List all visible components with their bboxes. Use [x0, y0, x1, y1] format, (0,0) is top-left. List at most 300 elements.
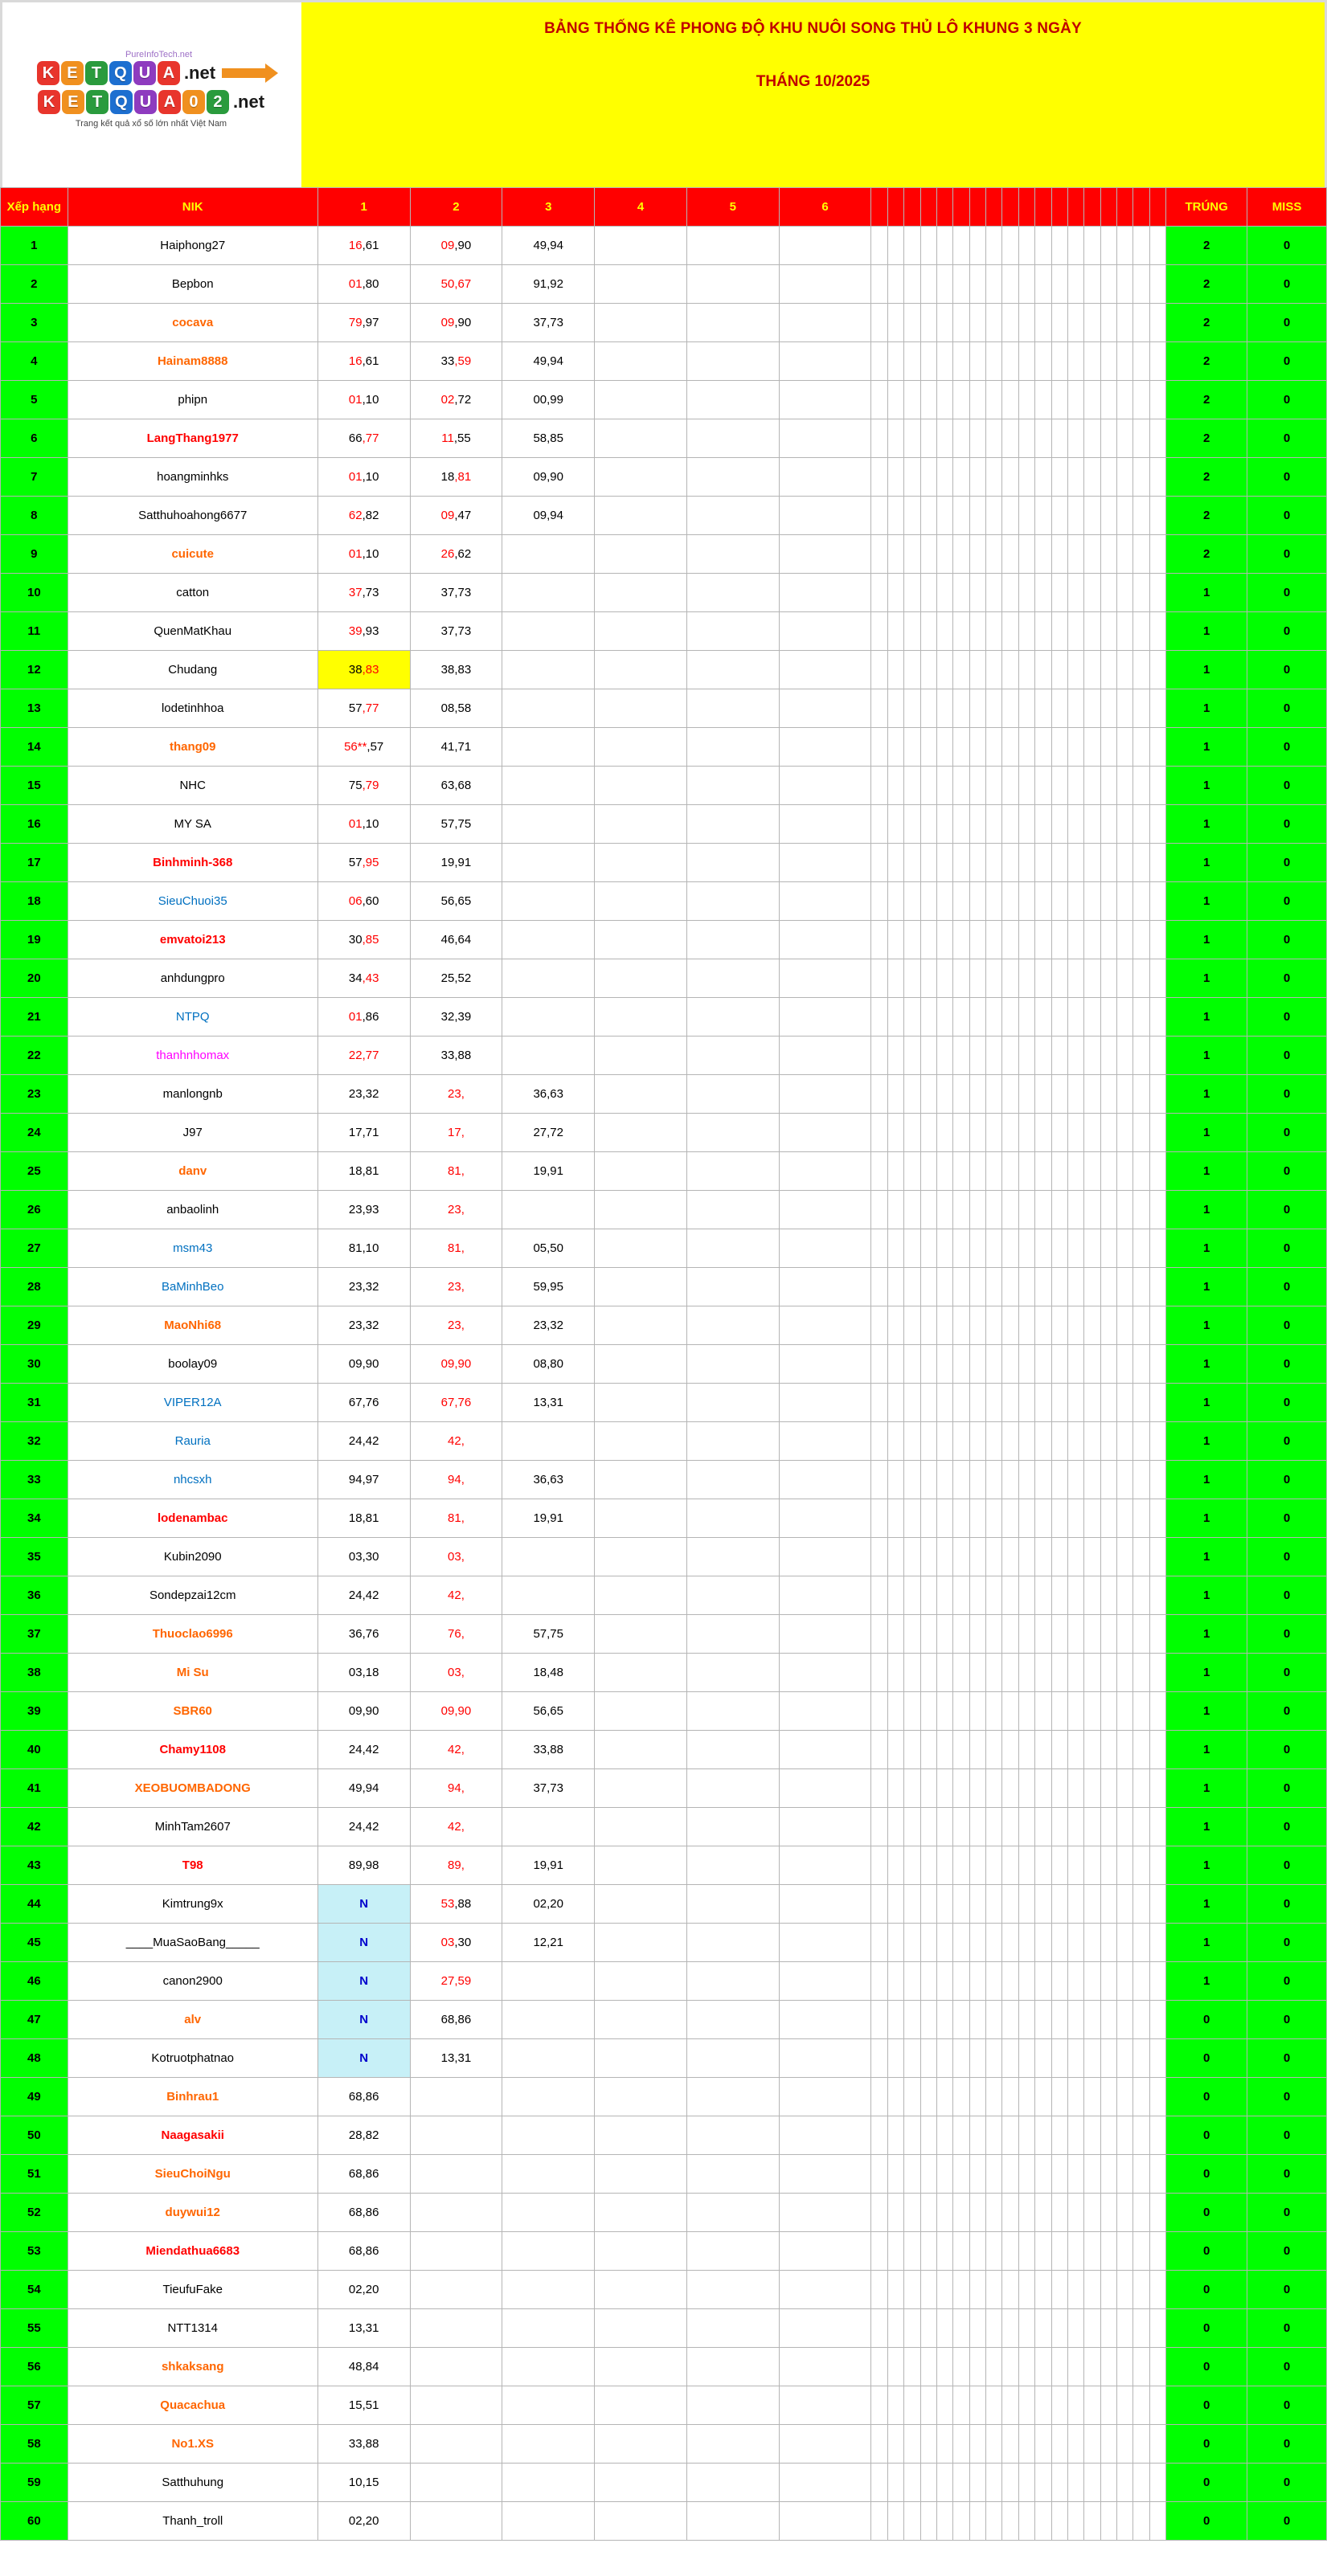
cell-day-5	[686, 1306, 779, 1345]
column-header-hit[interactable]: TRÚNG	[1166, 188, 1247, 227]
table-row	[1, 1422, 1327, 1461]
cell-nik[interactable]: Kimtrung9x	[68, 1885, 317, 1924]
table-row	[1, 1615, 1327, 1654]
cell-blank-10	[1018, 2464, 1034, 2502]
cell-hit: 1	[1166, 689, 1247, 728]
cell-day-5	[686, 728, 779, 767]
cell-nik[interactable]: NTPQ	[68, 998, 317, 1037]
cell-blank-3	[904, 1152, 920, 1191]
cell-nik[interactable]: Kotruotphatnao	[68, 2039, 317, 2078]
cell-blank-13	[1067, 2502, 1083, 2541]
cell-day-2: 94,	[410, 1769, 502, 1808]
cell-nik[interactable]: NHC	[68, 767, 317, 805]
cell-hit: 0	[1166, 2155, 1247, 2194]
cell-day-1: 01,10	[317, 805, 410, 844]
cell-blank-9	[1002, 2116, 1018, 2155]
cell-nik[interactable]: Hainam8888	[68, 342, 317, 381]
cell-nik[interactable]: Chamy1108	[68, 1731, 317, 1769]
cell-day-5	[686, 1769, 779, 1808]
cell-blank-16	[1117, 1037, 1133, 1075]
cell-nik[interactable]: lodenambac	[68, 1499, 317, 1538]
cell-blank-18	[1149, 1229, 1165, 1268]
cell-nik[interactable]: XEOBUOMBADONG	[68, 1769, 317, 1808]
cell-hit: 2	[1166, 535, 1247, 574]
cell-miss: 0	[1247, 882, 1327, 921]
cell-blank-9	[1002, 959, 1018, 998]
table-row	[1, 1731, 1327, 1769]
cell-day-4	[595, 2155, 687, 2194]
cell-nik[interactable]: thang09	[68, 728, 317, 767]
cell-blank-17	[1133, 1037, 1149, 1075]
cell-hit: 1	[1166, 1306, 1247, 1345]
cell-blank-3	[904, 728, 920, 767]
cell-blank-15	[1100, 651, 1116, 689]
cell-nik[interactable]: Mi Su	[68, 1654, 317, 1692]
cell-blank-9	[1002, 1538, 1018, 1576]
cell-blank-16	[1117, 1731, 1133, 1769]
cell-day-5	[686, 2386, 779, 2425]
cell-blank-17	[1133, 2271, 1149, 2309]
cell-nik[interactable]: Haiphong27	[68, 227, 317, 265]
cell-nik[interactable]: MaoNhi68	[68, 1306, 317, 1345]
table-row	[1, 1114, 1327, 1152]
cell-blank-17	[1133, 2348, 1149, 2386]
cell-day-2: 18,81	[410, 458, 502, 497]
cell-blank-17	[1133, 651, 1149, 689]
cell-day-2: 46,64	[410, 921, 502, 959]
cell-day-2: 38,83	[410, 651, 502, 689]
cell-blank-18	[1149, 805, 1165, 844]
cell-blank-8	[986, 1191, 1002, 1229]
cell-blank-13	[1067, 1962, 1083, 2001]
cell-blank-11	[1035, 689, 1051, 728]
cell-blank-16	[1117, 2039, 1133, 2078]
column-header-day-2[interactable]: 2	[410, 188, 502, 227]
cell-blank-17	[1133, 728, 1149, 767]
cell-blank-11	[1035, 2464, 1051, 2502]
cell-day-1: 24,42	[317, 1576, 410, 1615]
cell-blank-11	[1035, 2425, 1051, 2464]
cell-blank-1	[871, 2232, 887, 2271]
cell-day-1: 13,31	[317, 2309, 410, 2348]
cell-day-6	[779, 767, 871, 805]
cell-blank-10	[1018, 728, 1034, 767]
cell-nik[interactable]: emvatoi213	[68, 921, 317, 959]
cell-day-3	[502, 1037, 595, 1075]
cell-blank-9	[1002, 2309, 1018, 2348]
cell-nik[interactable]: catton	[68, 574, 317, 612]
cell-blank-10	[1018, 2271, 1034, 2309]
cell-day-3	[502, 728, 595, 767]
cell-blank-18	[1149, 2464, 1165, 2502]
cell-blank-15	[1100, 535, 1116, 574]
cell-day-5	[686, 921, 779, 959]
cell-nik[interactable]: LangThang1977	[68, 419, 317, 458]
cell-blank-12	[1051, 1885, 1067, 1924]
cell-nik[interactable]: Thanh_troll	[68, 2502, 317, 2541]
cell-nik[interactable]: danv	[68, 1152, 317, 1191]
cell-blank-7	[969, 1114, 985, 1152]
cell-blank-2	[887, 1769, 903, 1808]
cell-blank-10	[1018, 651, 1034, 689]
cell-rank: 48	[1, 2039, 68, 2078]
cell-blank-1	[871, 998, 887, 1037]
cell-day-1: 09,90	[317, 1345, 410, 1384]
cell-blank-14	[1084, 651, 1100, 689]
cell-blank-10	[1018, 2116, 1034, 2155]
cell-nik[interactable]: duywui12	[68, 2194, 317, 2232]
cell-blank-3	[904, 2194, 920, 2232]
cell-nik[interactable]: SieuChoiNgu	[68, 2155, 317, 2194]
cell-blank-13	[1067, 2425, 1083, 2464]
cell-blank-14	[1084, 1615, 1100, 1654]
cell-day-5	[686, 998, 779, 1037]
stats-table	[0, 187, 1327, 2541]
cell-miss: 0	[1247, 1345, 1327, 1384]
cell-day-5	[686, 1885, 779, 1924]
cell-miss: 0	[1247, 2348, 1327, 2386]
table-row	[1, 1924, 1327, 1962]
cell-day-5	[686, 1075, 779, 1114]
cell-nik[interactable]: Binhrau1	[68, 2078, 317, 2116]
cell-blank-18	[1149, 2348, 1165, 2386]
cell-day-4	[595, 1306, 687, 1345]
cell-day-3	[502, 689, 595, 728]
cell-nik[interactable]: boolay09	[68, 1345, 317, 1384]
cell-nik[interactable]: anhdungpro	[68, 959, 317, 998]
cell-blank-16	[1117, 2271, 1133, 2309]
cell-blank-11	[1035, 419, 1051, 458]
cell-nik[interactable]: QuenMatKhau	[68, 612, 317, 651]
cell-blank-12	[1051, 2309, 1067, 2348]
column-header-blank-17	[1133, 188, 1149, 227]
table-row	[1, 304, 1327, 342]
cell-blank-15	[1100, 1461, 1116, 1499]
cell-blank-14	[1084, 805, 1100, 844]
cell-blank-9	[1002, 805, 1018, 844]
cell-miss: 0	[1247, 844, 1327, 882]
cell-blank-5	[936, 1846, 952, 1885]
cell-blank-15	[1100, 1538, 1116, 1576]
cell-day-6	[779, 844, 871, 882]
cell-nik[interactable]: msm43	[68, 1229, 317, 1268]
table-row	[1, 2502, 1327, 2541]
cell-hit: 1	[1166, 921, 1247, 959]
cell-day-5	[686, 2194, 779, 2232]
cell-nik[interactable]: hoangminhks	[68, 458, 317, 497]
cell-blank-6	[953, 1345, 969, 1384]
cell-blank-13	[1067, 497, 1083, 535]
cell-blank-11	[1035, 1037, 1051, 1075]
column-header-day-6[interactable]: 6	[779, 188, 871, 227]
cell-day-5	[686, 882, 779, 921]
cell-blank-9	[1002, 1075, 1018, 1114]
cell-blank-13	[1067, 844, 1083, 882]
cell-day-5	[686, 767, 779, 805]
cell-blank-10	[1018, 1885, 1034, 1924]
cell-hit: 2	[1166, 458, 1247, 497]
cell-day-2: 13,31	[410, 2039, 502, 2078]
cell-blank-8	[986, 381, 1002, 419]
cell-blank-2	[887, 1924, 903, 1962]
cell-blank-6	[953, 844, 969, 882]
cell-nik[interactable]: T98	[68, 1846, 317, 1885]
cell-day-1: 09,90	[317, 1692, 410, 1731]
cell-blank-5	[936, 959, 952, 998]
cell-blank-2	[887, 1808, 903, 1846]
cell-day-2	[410, 2502, 502, 2541]
cell-nik[interactable]: VIPER12A	[68, 1384, 317, 1422]
cell-blank-7	[969, 1384, 985, 1422]
table-row	[1, 1885, 1327, 1924]
cell-nik[interactable]: manlongnb	[68, 1075, 317, 1114]
cell-blank-9	[1002, 458, 1018, 497]
cell-day-4	[595, 998, 687, 1037]
cell-nik[interactable]: Sondepzai12cm	[68, 1576, 317, 1615]
cell-blank-16	[1117, 381, 1133, 419]
cell-blank-13	[1067, 1615, 1083, 1654]
cell-blank-4	[920, 1384, 936, 1422]
cell-hit: 0	[1166, 2039, 1247, 2078]
cell-day-3: 19,91	[502, 1846, 595, 1885]
cell-hit: 1	[1166, 1654, 1247, 1692]
cell-blank-5	[936, 2348, 952, 2386]
cell-blank-4	[920, 844, 936, 882]
cell-blank-13	[1067, 304, 1083, 342]
cell-day-3	[502, 1576, 595, 1615]
cell-blank-2	[887, 959, 903, 998]
cell-blank-13	[1067, 1885, 1083, 1924]
table-row	[1, 651, 1327, 689]
cell-blank-1	[871, 1692, 887, 1731]
cell-blank-18	[1149, 304, 1165, 342]
column-header-blank-3	[904, 188, 920, 227]
cell-blank-15	[1100, 1075, 1116, 1114]
cell-day-6	[779, 1037, 871, 1075]
cell-miss: 0	[1247, 1538, 1327, 1576]
cell-blank-11	[1035, 1345, 1051, 1384]
cell-miss: 0	[1247, 2386, 1327, 2425]
cell-nik[interactable]: No1.XS	[68, 2425, 317, 2464]
cell-hit: 0	[1166, 2271, 1247, 2309]
cell-blank-10	[1018, 844, 1034, 882]
cell-blank-1	[871, 265, 887, 304]
cell-blank-3	[904, 304, 920, 342]
cell-nik[interactable]: TieufuFake	[68, 2271, 317, 2309]
cell-blank-3	[904, 1538, 920, 1576]
cell-blank-5	[936, 844, 952, 882]
cell-blank-9	[1002, 1037, 1018, 1075]
cell-blank-8	[986, 1499, 1002, 1538]
cell-day-5	[686, 535, 779, 574]
cell-day-1: 79,97	[317, 304, 410, 342]
cell-nik[interactable]: BaMinhBeo	[68, 1268, 317, 1306]
cell-nik[interactable]: Satthuhung	[68, 2464, 317, 2502]
cell-blank-2	[887, 2425, 903, 2464]
cell-blank-10	[1018, 342, 1034, 381]
cell-blank-18	[1149, 574, 1165, 612]
cell-nik[interactable]: Kubin2090	[68, 1538, 317, 1576]
cell-blank-11	[1035, 1654, 1051, 1692]
cell-day-1: 23,32	[317, 1268, 410, 1306]
cell-nik[interactable]: shkaksang	[68, 2348, 317, 2386]
cell-nik[interactable]: anbaolinh	[68, 1191, 317, 1229]
table-row	[1, 342, 1327, 381]
cell-blank-3	[904, 381, 920, 419]
cell-blank-6	[953, 1885, 969, 1924]
cell-blank-18	[1149, 1615, 1165, 1654]
cell-blank-6	[953, 882, 969, 921]
cell-blank-10	[1018, 1152, 1034, 1191]
cell-rank: 50	[1, 2116, 68, 2155]
cell-blank-8	[986, 1037, 1002, 1075]
cell-day-5	[686, 1499, 779, 1538]
cell-blank-12	[1051, 2039, 1067, 2078]
cell-nik[interactable]: Bepbon	[68, 265, 317, 304]
cell-blank-14	[1084, 2078, 1100, 2116]
cell-blank-3	[904, 574, 920, 612]
cell-nik[interactable]: Naagasakii	[68, 2116, 317, 2155]
cell-nik[interactable]: Rauria	[68, 1422, 317, 1461]
cell-nik[interactable]: J97	[68, 1114, 317, 1152]
cell-blank-5	[936, 1654, 952, 1692]
cell-nik[interactable]: Binhminh-368	[68, 844, 317, 882]
cell-blank-16	[1117, 1692, 1133, 1731]
cell-miss: 0	[1247, 612, 1327, 651]
cell-nik[interactable]: nhcsxh	[68, 1461, 317, 1499]
cell-nik[interactable]: alv	[68, 2001, 317, 2039]
cell-day-2	[410, 2194, 502, 2232]
cell-blank-4	[920, 2116, 936, 2155]
column-header-day-3[interactable]: 3	[502, 188, 595, 227]
cell-nik[interactable]: Miendathua6683	[68, 2232, 317, 2271]
cell-blank-11	[1035, 1114, 1051, 1152]
table-row	[1, 1037, 1327, 1075]
cell-blank-1	[871, 1654, 887, 1692]
cell-blank-15	[1100, 1268, 1116, 1306]
cell-day-1: 18,81	[317, 1152, 410, 1191]
cell-blank-1	[871, 419, 887, 458]
cell-nik[interactable]: Satthuhoahong6677	[68, 497, 317, 535]
cell-day-3: 37,73	[502, 1769, 595, 1808]
cell-day-6	[779, 2348, 871, 2386]
cell-day-2: 81,	[410, 1229, 502, 1268]
cell-blank-16	[1117, 882, 1133, 921]
cell-day-6	[779, 2078, 871, 2116]
cell-blank-5	[936, 1924, 952, 1962]
cell-blank-13	[1067, 381, 1083, 419]
cell-day-4	[595, 1576, 687, 1615]
cell-blank-13	[1067, 805, 1083, 844]
cell-blank-17	[1133, 2464, 1149, 2502]
cell-blank-11	[1035, 227, 1051, 265]
cell-blank-6	[953, 304, 969, 342]
cell-blank-5	[936, 2194, 952, 2232]
cell-nik[interactable]: cuicute	[68, 535, 317, 574]
cell-nik[interactable]: MinhTam2607	[68, 1808, 317, 1846]
cell-nik[interactable]: phipn	[68, 381, 317, 419]
cell-blank-12	[1051, 1731, 1067, 1769]
cell-day-1: 01,10	[317, 535, 410, 574]
cell-blank-8	[986, 2194, 1002, 2232]
cell-day-3	[502, 2232, 595, 2271]
cell-nik[interactable]: NTT1314	[68, 2309, 317, 2348]
cell-nik[interactable]: canon2900	[68, 1962, 317, 2001]
cell-blank-11	[1035, 1152, 1051, 1191]
column-header-miss[interactable]: MISS	[1247, 188, 1327, 227]
cell-nik[interactable]: SieuChuoi35	[68, 882, 317, 921]
cell-blank-5	[936, 805, 952, 844]
cell-blank-14	[1084, 419, 1100, 458]
cell-blank-15	[1100, 767, 1116, 805]
cell-blank-2	[887, 998, 903, 1037]
cell-blank-5	[936, 651, 952, 689]
cell-nik[interactable]: SBR60	[68, 1692, 317, 1731]
cell-blank-3	[904, 2232, 920, 2271]
cell-day-1: 15,51	[317, 2386, 410, 2425]
cell-nik[interactable]: Quacachua	[68, 2386, 317, 2425]
column-header-day-5[interactable]: 5	[686, 188, 779, 227]
cell-nik[interactable]: Chudang	[68, 651, 317, 689]
cell-day-5	[686, 2232, 779, 2271]
cell-day-3: 09,94	[502, 497, 595, 535]
column-header-day-4[interactable]: 4	[595, 188, 687, 227]
cell-day-6	[779, 1422, 871, 1461]
cell-blank-3	[904, 959, 920, 998]
cell-blank-12	[1051, 2078, 1067, 2116]
cell-blank-4	[920, 2386, 936, 2425]
cell-blank-7	[969, 2116, 985, 2155]
column-header-day-1[interactable]: 1	[317, 188, 410, 227]
cell-blank-13	[1067, 535, 1083, 574]
cell-day-1: 39,93	[317, 612, 410, 651]
cell-blank-3	[904, 1191, 920, 1229]
cell-day-4	[595, 2348, 687, 2386]
cell-day-4	[595, 1268, 687, 1306]
arrow-icon	[222, 68, 265, 78]
cell-blank-16	[1117, 1962, 1133, 2001]
cell-day-3	[502, 844, 595, 882]
cell-nik[interactable]: cocava	[68, 304, 317, 342]
cell-day-6	[779, 1962, 871, 2001]
cell-blank-18	[1149, 1075, 1165, 1114]
cell-nik[interactable]: Thuoclao6996	[68, 1615, 317, 1654]
cell-blank-4	[920, 1191, 936, 1229]
cell-blank-5	[936, 1306, 952, 1345]
cell-day-6	[779, 728, 871, 767]
cell-nik[interactable]: ____MuaSaoBang_____	[68, 1924, 317, 1962]
cell-blank-7	[969, 2078, 985, 2116]
cell-nik[interactable]: lodetinhhoa	[68, 689, 317, 728]
cell-blank-4	[920, 2502, 936, 2541]
cell-blank-2	[887, 574, 903, 612]
cell-blank-7	[969, 1731, 985, 1769]
cell-blank-9	[1002, 227, 1018, 265]
cell-rank: 4	[1, 342, 68, 381]
cell-day-3: 13,31	[502, 1384, 595, 1422]
cell-blank-3	[904, 1306, 920, 1345]
cell-nik[interactable]: MY SA	[68, 805, 317, 844]
cell-blank-16	[1117, 1924, 1133, 1962]
column-header-nik[interactable]: NIK	[68, 188, 317, 227]
cell-blank-17	[1133, 497, 1149, 535]
cell-hit: 1	[1166, 882, 1247, 921]
cell-nik[interactable]: thanhnhomax	[68, 1037, 317, 1075]
cell-day-1: 28,82	[317, 2116, 410, 2155]
column-header-rank[interactable]: Xếp hạng	[1, 188, 68, 227]
cell-day-2: 33,88	[410, 1037, 502, 1075]
column-header-blank-8	[986, 188, 1002, 227]
